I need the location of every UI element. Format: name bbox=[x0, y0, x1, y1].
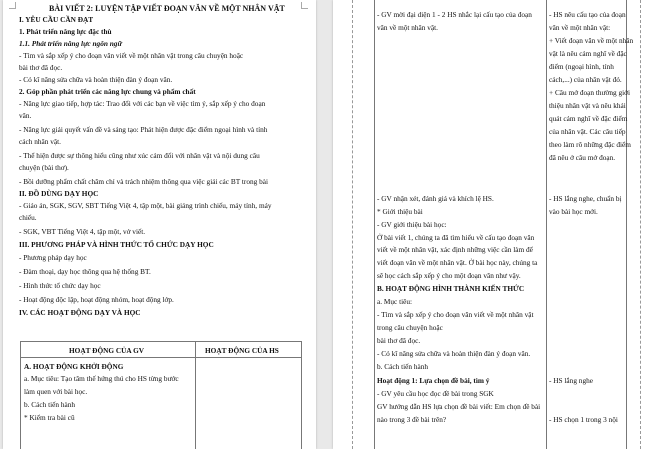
table-cell-text: a. Mục tiêu: bbox=[377, 297, 413, 306]
table-cell-text: bài thơ đã đọc. bbox=[377, 336, 421, 345]
margin-guide bbox=[640, 0, 641, 449]
table-cell-text: cách,...) của nhân vật đó. bbox=[549, 75, 622, 84]
table-border-left bbox=[374, 0, 375, 449]
margin-mark bbox=[301, 2, 308, 9]
text-line: văn. bbox=[19, 111, 32, 120]
section-heading: IV. CÁC HOẠT ĐỘNG DẠY VÀ HỌC bbox=[19, 308, 141, 317]
document-page-left bbox=[3, 0, 316, 449]
table-border-right bbox=[626, 0, 627, 449]
table-cell-text: + Viết đoạn văn về một nhân bbox=[549, 36, 634, 45]
table-cell-text: viết về một nhân vật, xác định những việc cần làm để bbox=[377, 245, 533, 254]
margin-mark bbox=[9, 2, 16, 9]
table-cell-text: a. Mục tiêu: Tạo tâm thế hứng thú cho HS từng bước bbox=[24, 374, 179, 383]
section-heading: II. ĐỒ DÙNG DẠY HỌC bbox=[19, 189, 99, 198]
text-line: chiếu. bbox=[19, 213, 37, 222]
section-heading: III. PHƯƠNG PHÁP VÀ HÌNH THỨC TỔ CHỨC DẠY HỌC bbox=[19, 240, 214, 249]
text-line: - Thể hiện được sự thông hiểu cũng như xúc cảm đối với nhân vật và nội dung câu bbox=[19, 151, 260, 160]
table-cell-text: văn về một nhân vật. bbox=[377, 23, 438, 32]
table-cell-text: điểm (ngoại hình, tính bbox=[549, 62, 614, 71]
text-line: chuyện (bài thơ). bbox=[19, 163, 69, 172]
text-line: - Có kĩ năng sửa chữa và hoàn thiện đàn ý đoạn văn. bbox=[19, 75, 173, 84]
table-cell-text: - HS chọn 1 trong 3 nội bbox=[549, 415, 618, 424]
table-cell-text: theo làm rõ những đặc điểm bbox=[549, 140, 631, 149]
table-cell-text: - HS nêu cấu tạo của đoạn bbox=[549, 10, 626, 19]
subsection-heading: 1.1. Phát triển năng lực ngôn ngữ bbox=[19, 39, 122, 48]
table-cell-text: b. Cách tiến hành bbox=[377, 362, 429, 371]
table-cell-text: * Kiểm tra bài cũ bbox=[24, 413, 75, 422]
table-cell-text: thiệu nhân vật và nêu khái bbox=[549, 101, 626, 110]
table-cell-text: viết đoạn văn về một nhân vật. Ở bài học này, chúng ta bbox=[377, 258, 538, 267]
text-line: - Tìm và sắp xếp ý cho đoạn văn viết về một nhân vật trong câu chuyện hoặc bbox=[19, 51, 244, 60]
subsection-heading: 1. Phát triển năng lực đặc thù bbox=[19, 27, 112, 36]
text-line: - Đàm thoại, dạy học thông qua hệ thống BT. bbox=[19, 267, 151, 276]
section-heading: I. YÊU CẦU CẦN ĐẠT bbox=[19, 15, 94, 24]
table-cell-text: * Giới thiệu bài bbox=[377, 207, 423, 216]
text-line: - Hình thức tổ chức dạy học bbox=[19, 281, 101, 290]
table-column-divider bbox=[195, 341, 196, 449]
table-header-divider bbox=[20, 357, 301, 358]
document-page-right bbox=[333, 0, 650, 449]
table-cell-heading: A. HOẠT ĐỘNG KHỞI ĐỘNG bbox=[24, 362, 124, 371]
text-line: - Giáo án, SGK, SGV, SBT Tiếng Việt 4, tập một, bài giảng trình chiếu, máy tính, máy bbox=[19, 201, 272, 210]
text-line: bài thơ đã đọc. bbox=[19, 63, 63, 72]
table-cell-heading: B. HOẠT ĐỘNG HÌNH THÀNH KIẾN THỨC bbox=[377, 284, 525, 293]
table-border-left bbox=[20, 341, 21, 449]
table-cell-text: sẽ học cách sắp xếp ý cho một đoạn văn như vậy. bbox=[377, 271, 521, 280]
table-header-hs: HOẠT ĐỘNG CỦA HS bbox=[205, 346, 279, 355]
text-line: - Năng lực giải quyết vấn đề và sáng tạo: Phát hiện được đặc điểm ngoại hình và tính bbox=[19, 125, 268, 134]
table-header-gv: HOẠT ĐỘNG CỦA GV bbox=[69, 346, 145, 355]
table-cell-text: - GV nhận xét, đánh giá và khích lệ HS. bbox=[377, 194, 494, 203]
table-cell-text: vật là nêu cảm nghĩ về đặc bbox=[549, 49, 627, 58]
table-cell-text: đã nêu ở câu mở đoạn. bbox=[549, 153, 616, 162]
subsection-heading: 2. Góp phần phát triển các năng lực chung và phẩm chất bbox=[19, 87, 196, 96]
table-cell-text: - GV giới thiệu bài học: bbox=[377, 220, 447, 229]
text-line: - SGK, VBT Tiếng Việt 4, tập một, vở viết. bbox=[19, 227, 146, 236]
table-border-top bbox=[20, 341, 301, 342]
lesson-title: BÀI VIẾT 2: LUYỆN TẬP VIẾT ĐOẠN VĂN VỀ MỘT NHÂN VẬT bbox=[49, 4, 285, 13]
table-cell-text: + Câu mở đoạn thường giới bbox=[549, 88, 631, 97]
table-cell-text: - GV yêu cầu học đọc đề bài trong SGK bbox=[377, 389, 494, 398]
text-line: - Năng lực giao tiếp, hợp tác: Trao đổi với các bạn về việc tìm ý, sắp xếp ý cho đoạn bbox=[19, 99, 266, 108]
table-cell-text: của nhân vật. Các câu tiếp bbox=[549, 127, 626, 136]
text-line: - Hoạt động độc lập, hoạt động nhóm, hoạt động lớp. bbox=[19, 295, 174, 304]
table-cell-text: trong câu chuyện hoặc bbox=[377, 323, 443, 332]
table-cell-text: - HS lắng nghe bbox=[549, 376, 593, 385]
table-cell-text: Ở bài viết 1, chúng ta đã tìm hiểu về cấu tạo đoạn văn bbox=[377, 233, 535, 242]
table-cell-text: làm quen với bài học. bbox=[24, 387, 88, 396]
table-cell-text: văn về một nhân vật: bbox=[549, 23, 611, 32]
table-cell-text: quát cảm nghĩ về đặc điểm bbox=[549, 114, 628, 123]
table-cell-text: - GV mời đại diện 1 - 2 HS nhắc lại cấu tạo của đoạn bbox=[377, 10, 532, 19]
table-cell-text: GV hướng dẫn HS lựa chọn đề bài viết: Em chọn đề bài bbox=[377, 402, 541, 411]
table-border-right bbox=[301, 341, 302, 449]
table-cell-text: b. Cách tiến hành bbox=[24, 400, 76, 409]
table-cell-text: - Tìm và sắp xếp ý cho đoạn văn viết về một nhân vật bbox=[377, 310, 534, 319]
table-column-divider bbox=[546, 0, 547, 449]
margin-guide bbox=[352, 0, 353, 449]
table-cell-heading: Hoạt động 1: Lựa chọn đề bài, tìm ý bbox=[377, 376, 490, 385]
table-cell-text: vào bài học mới. bbox=[549, 207, 598, 216]
text-line: cách nhân vật. bbox=[19, 137, 61, 146]
text-line: - Bồi dưỡng phẩm chất chăm chỉ và trách nhiệm thông qua việc giải các BT trong bài bbox=[19, 177, 269, 186]
table-cell-text: nào trong 3 đề bài trên? bbox=[377, 415, 447, 424]
table-cell-text: - HS lắng nghe, chuẩn bị bbox=[549, 194, 622, 203]
table-cell-text: - Có kĩ năng sửa chữa và hoàn thiện đàn ý đoạn văn. bbox=[377, 349, 531, 358]
text-line: - Phương pháp dạy học bbox=[19, 253, 87, 262]
